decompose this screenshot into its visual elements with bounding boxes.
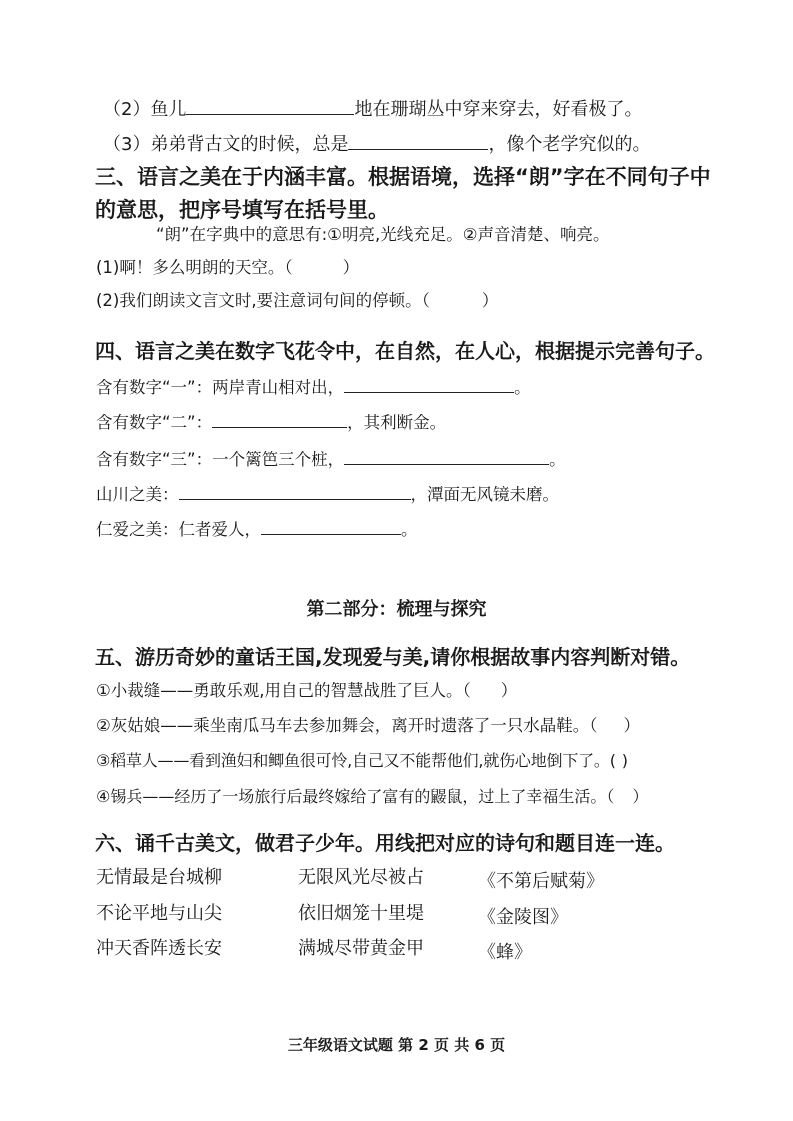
section4-heading: 四、语言之美在数字飞花令中，在自然，在人心，根据提示完善句子。 <box>95 339 715 363</box>
section3-item1-close: ） <box>342 258 360 277</box>
lang-definition: “朗”在字典中的意思有:①明亮,光线充足。②声音清楚、响亮。 <box>156 225 610 244</box>
section5-item1-text: ①小裁缝——勇敢乐观,用自己的智慧战胜了巨人。（ <box>96 681 471 700</box>
section4-line2-prefix: 含有数字“二”： <box>96 413 213 432</box>
poem-line-1b[interactable]: 无限风光尽被占 <box>298 867 424 888</box>
poem-title-3[interactable]: 《蜂》 <box>478 942 532 963</box>
section5-item1 <box>96 679 517 703</box>
section5-heading: 五、游历奇妙的童话王国,发现爱与美,请你根据故事内容判断对错。 <box>95 645 691 669</box>
q3-line <box>103 131 650 157</box>
section4-line5-blank[interactable] <box>261 516 401 535</box>
section5-item2 <box>96 714 640 738</box>
q2-suffix: 地在珊瑚丛中穿来穿去，好看极了。 <box>354 99 643 120</box>
section4-line4 <box>96 481 559 507</box>
poem-title-1[interactable]: 《不第后赋菊》 <box>478 871 604 892</box>
q3-prefix: （3）弟弟背古文的时候，总是 <box>103 134 349 155</box>
poem-line-3b[interactable]: 满城尽带黄金甲 <box>298 938 424 959</box>
section3-heading-line2: 的意思，把序号填写在括号里。 <box>95 198 389 222</box>
section4-line5 <box>96 516 418 542</box>
section4-line4-blank[interactable] <box>179 481 411 500</box>
poem-title-2[interactable]: 《金陵图》 <box>478 907 568 928</box>
q2-blank[interactable] <box>186 96 354 115</box>
section4-line1 <box>96 374 531 400</box>
q2-prefix: （2）鱼儿 <box>103 99 187 120</box>
section4-line5-prefix: 仁爱之美：仁者爱人， <box>96 520 261 539</box>
section5-item4-close: ） <box>632 787 649 806</box>
section5-item4 <box>96 785 648 809</box>
section4-line4-suffix: ，潭面无风镜未磨。 <box>410 485 559 504</box>
section6-heading: 六、诵千古美文，做君子少年。用线把对应的诗句和题目连一连。 <box>95 831 675 855</box>
section5-item4-text: ④锡兵——经历了一场旅行后最终嫁给了富有的鼹鼠，过上了幸福生活。（ <box>96 787 615 806</box>
page-footer: 三年级语文试题 第 2 页 共 6 页 <box>287 1036 506 1054</box>
section4-line2-suffix: ，其利断金。 <box>347 413 447 432</box>
section3-item2-close: ） <box>481 291 499 310</box>
section4-line3-prefix: 含有数字“三”：一个篱笆三个桩， <box>96 450 345 469</box>
section3-item2-text: (2)我们朗读文言文时,要注意词句间的停顿。（ <box>96 291 430 310</box>
section4-line1-suffix: 。 <box>514 378 531 397</box>
q3-blank[interactable] <box>348 131 488 150</box>
section4-line1-blank[interactable] <box>344 374 514 393</box>
section3-item1 <box>96 256 359 280</box>
section5-item3 <box>96 749 628 773</box>
section4-line1-prefix: 含有数字“一”：两岸青山相对出， <box>96 378 345 397</box>
section3-item2 <box>96 289 498 313</box>
section4-line5-suffix: 。 <box>401 520 418 539</box>
section5-item3-close: ) <box>621 751 628 770</box>
q2-line <box>103 96 642 122</box>
poem-line-2a[interactable]: 不论平地与山尖 <box>96 903 222 924</box>
part2-title: 第二部分：梳理与探究 <box>306 599 487 620</box>
section5-item2-close: ） <box>623 716 641 735</box>
section4-line2-blank[interactable] <box>212 409 347 428</box>
section4-line3-blank[interactable] <box>344 446 549 465</box>
section5-item2-text: ②灰姑娘——乘坐南瓜马车去参加舞会，离开时遗落了一只水晶鞋。（ <box>96 716 598 735</box>
section4-line4-prefix: 山川之美： <box>96 485 179 504</box>
section4-line2 <box>96 409 446 435</box>
poem-line-2b[interactable]: 依旧烟笼十里堤 <box>298 903 424 924</box>
q3-suffix: ，像个老学究似的。 <box>488 134 651 155</box>
poem-line-1a[interactable]: 无情最是台城柳 <box>96 867 222 888</box>
section4-line3-suffix: 。 <box>549 450 566 469</box>
section5-item3-text: ③稻草人——看到渔妇和鲫鱼很可怜,自己又不能帮他们,就伤心地倒下了。( <box>96 751 616 770</box>
poem-line-3a[interactable]: 冲天香阵透长安 <box>96 938 222 959</box>
section5-item1-close: ） <box>500 681 518 700</box>
section4-line3 <box>96 446 566 472</box>
section3-heading-line1: 三、语言之美在于内涵丰富。根据语境，选择“朗”字在不同句子中 <box>95 165 711 189</box>
section3-item1-text: (1)啊！多么明朗的天空。（ <box>96 258 293 277</box>
